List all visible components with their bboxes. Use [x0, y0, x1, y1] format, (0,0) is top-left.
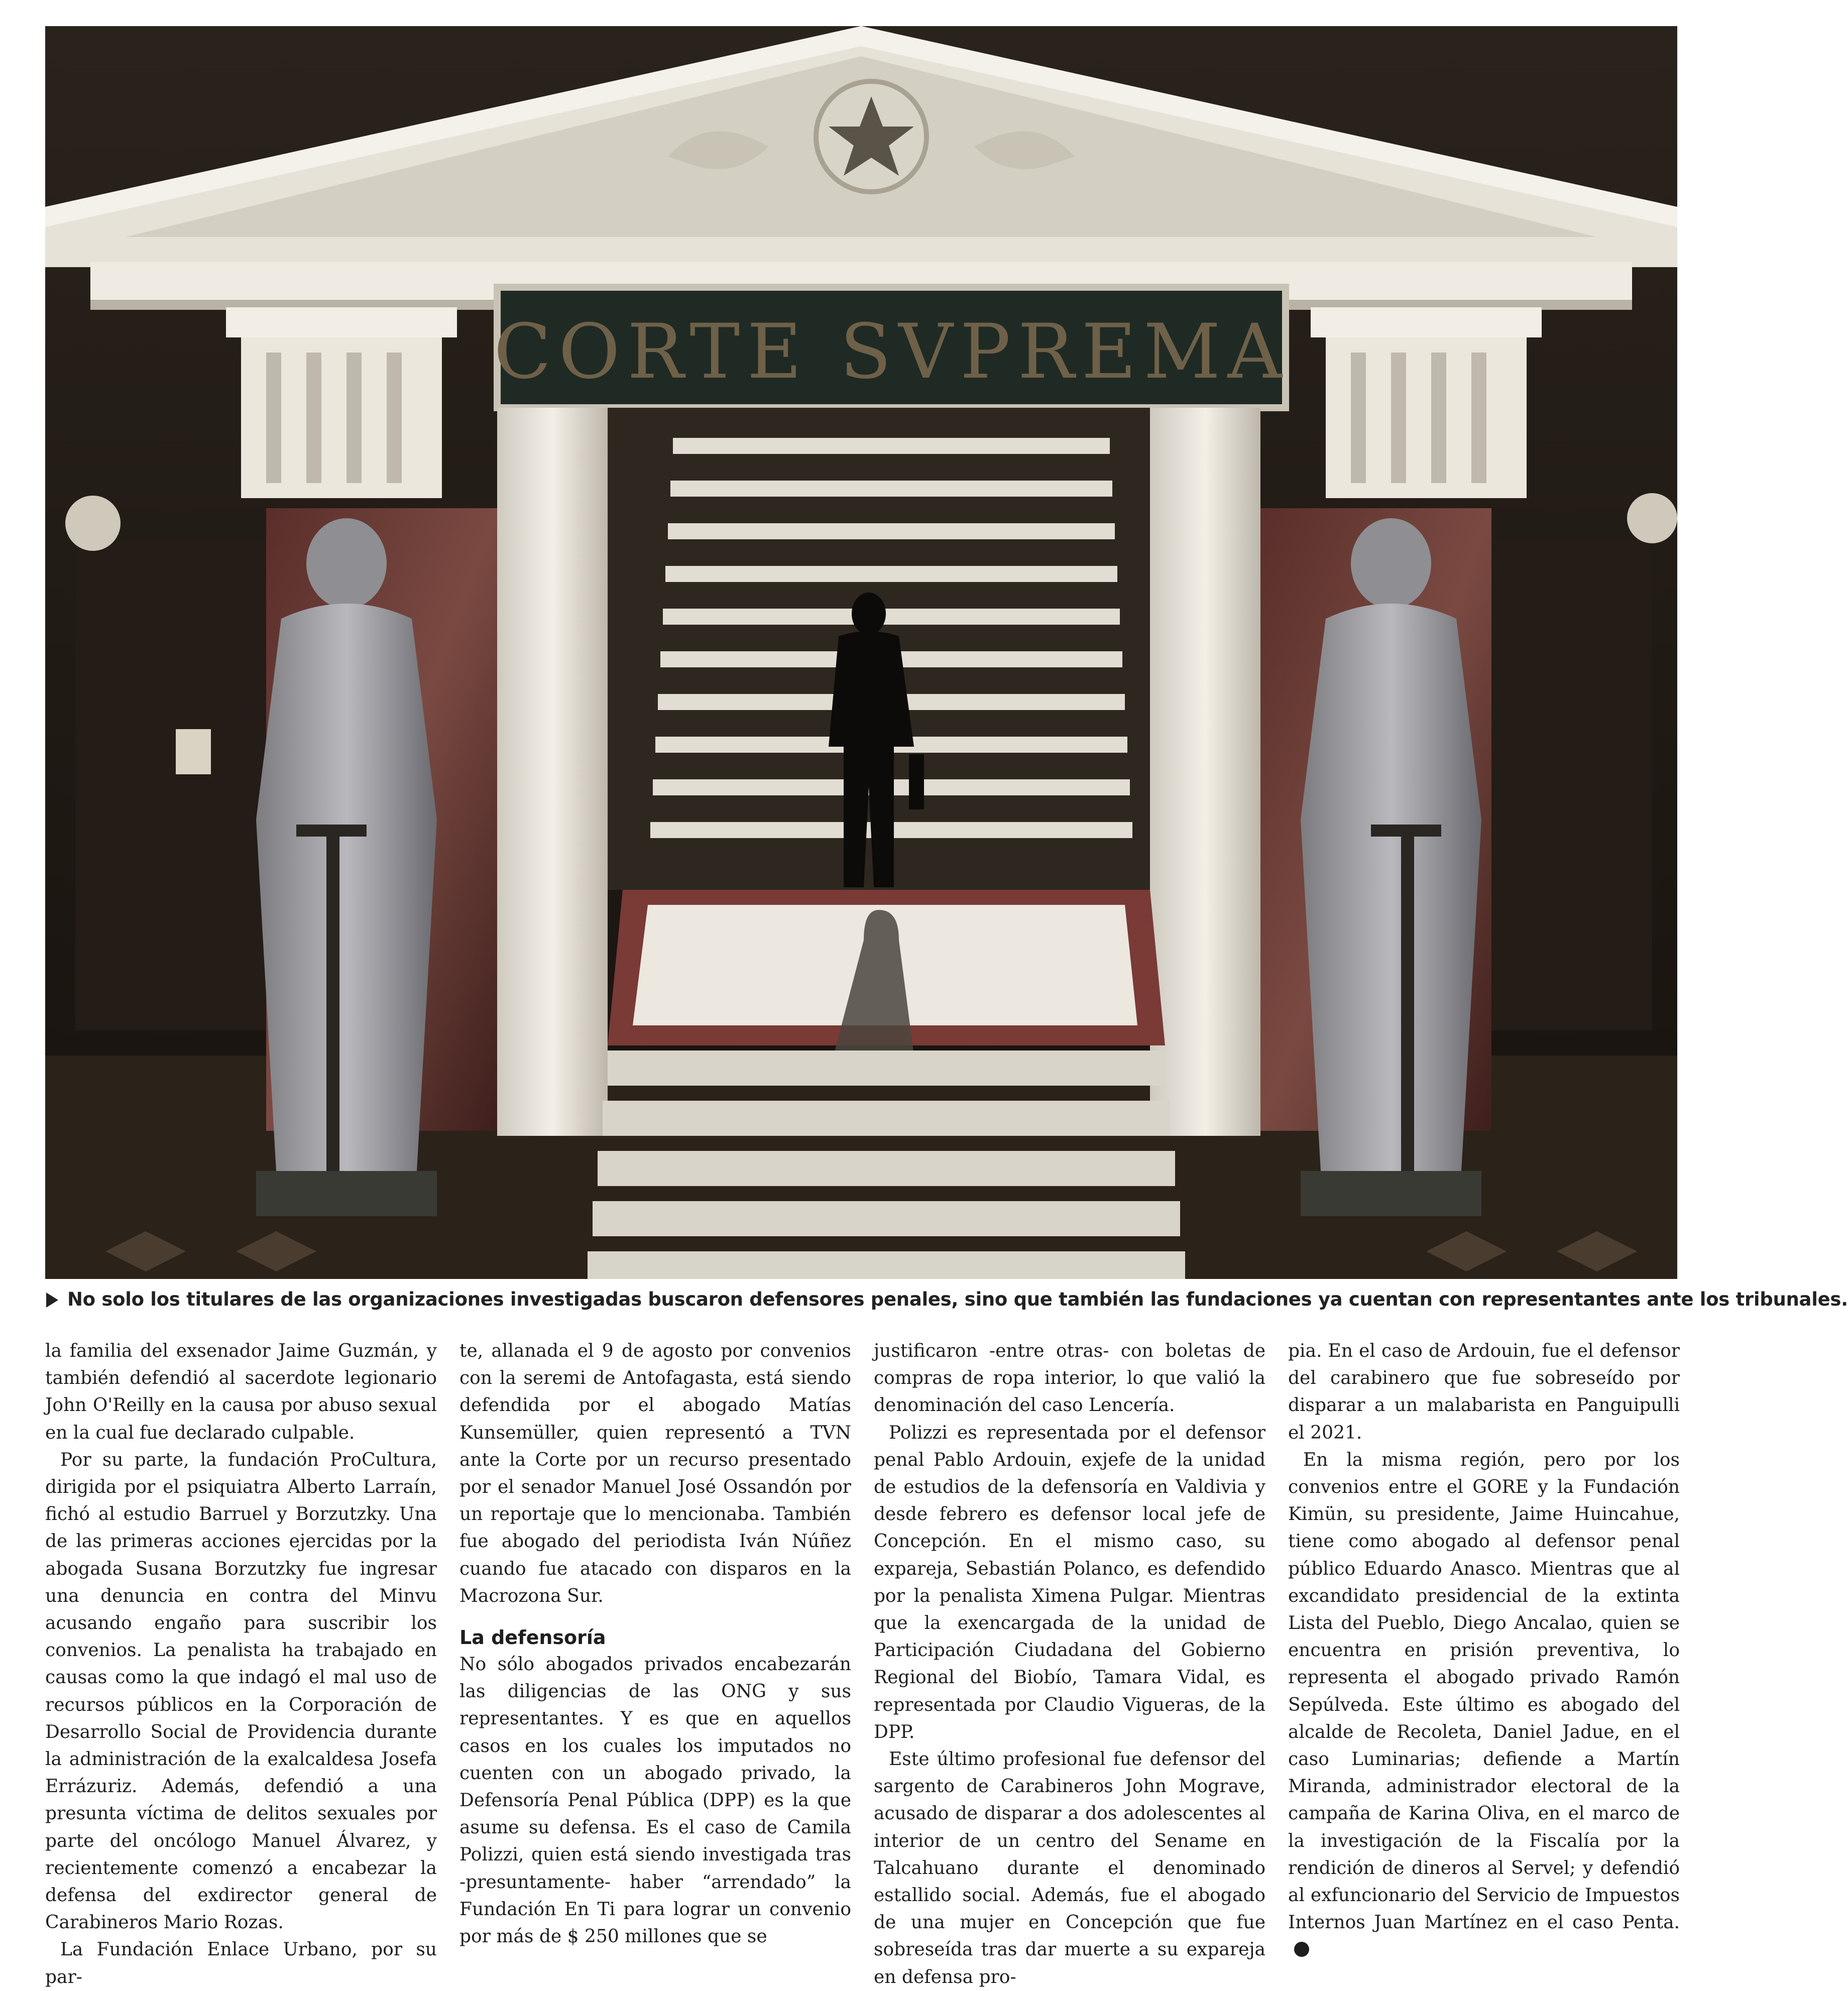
- paragraph: Este último profesional fue defensor del sargento de Carabineros John Mograve, acusado de disparar a dos adolescentes al interior de un centro del Sename en Talcahuano durante el denominado estallido social. Además, fue el abogado de una mujer en Concepción que fue sobreseída tras dar muerte a su expareja en defensa pro-: [874, 1749, 1265, 1987]
- corte-suprema-staircase-illustration: [45, 26, 1677, 1279]
- paragraph: [1288, 1447, 1680, 1964]
- paragraph: No sólo abogados privados encabezarán las diligencias de las ONG y sus representantes. Y es que en aquellos casos en los cuales los imputados no cuenten con un abogado privado, la Defensoría Penal Pública (DPP) es la que asume su defensa. Es el caso de Camila Polizzi, quien está siendo investigada tras -presuntamente- haber “arrendado” la Fundación En Ti para lograr un convenio por más de $ 250 millones que se: [459, 1654, 851, 1947]
- end-of-article-icon: [1294, 1942, 1309, 1957]
- paragraph: justificaron -entre otras- con boletas de compras de ropa interior, lo que valió la denominación del caso Lencería.: [874, 1341, 1265, 1416]
- paragraph: Polizzi es representada por el defensor penal Pablo Ardouin, exjefe de la unidad de estudios de la defensoría en Valdivia y desde febrero es defensor local jefe de Concepción. En el mismo caso, su expareja, Sebastián Polanco, es defendido por la penalista Ximena Pulgar. Mientras que la exencargada de la unidad de Participación Ciudadana del Gobierno Regional del Biobío, Tamara Vidal, es representada por Claudio Vigueras, de la DPP.: [874, 1422, 1265, 1742]
- article-photo: [45, 26, 1677, 1279]
- lamp-left: [65, 496, 121, 551]
- paragraph: pia. En el caso de Ardouin, fue el defensor del carabinero que fue sobreseído por disparar a un malabarista en Panguipulli el 2021.: [1288, 1341, 1680, 1443]
- notice-sign: [176, 729, 211, 774]
- left-caryatid-statue: [256, 518, 437, 1216]
- caption-arrow-icon: [46, 1293, 58, 1308]
- article-column-1: [45, 1338, 437, 1987]
- article-column-4: [1288, 1338, 1680, 1965]
- caption-text: No solo los titulares de las organizaciones investigadas buscaron defensores penales, sino que también las fundaciones ya cuentan con representantes ante los tribunales.: [67, 1289, 1848, 1310]
- inscription-text: CORTE SVPREMA: [494, 308, 1289, 396]
- section-heading: La defensoría: [459, 1626, 606, 1649]
- article-column-2: [459, 1338, 851, 1965]
- lamp-right: [1627, 493, 1677, 543]
- paragraph-text: En la misma región, pero por los convenios entre el GORE y la Fundación Kimün, su presidente, Jaime Huincahue, tiene como abogado al defensor penal público Eduardo Anasco. Mientras que al excandidato presidencial de la extinta Lista del Pueblo, Diego Ancalao, quien se encuentra en prisión preventiva, lo representa el abogado privado Ramón Sepúlveda. Este último es abogado del alcalde de Recoleta, Daniel Jadue, en el caso Luminarias; defiende a Martín Miranda, administrador electoral de la campaña de Karina Oliva, en el marco de la investigación de la Fiscalía por la rendición de dineros al Servel; y defendió al exfuncionario del Servicio de Impuestos Internos Juan Martínez en el caso Penta.: [1288, 1449, 1680, 1933]
- paragraph: te, allanada el 9 de agosto por convenios con la seremi de Antofagasta, está siendo defendida por el abogado Matías Kunsemüller, quien representó a TVN ante la Corte por un recurso presentado por el senador Manuel José Ossandón por un reportaje que lo mencionaba. También fue abogado del periodista Iván Núñez cuando fue atacado con disparos en la Macrozona Sur.: [459, 1341, 851, 1606]
- paragraph: la familia del exsenador Jaime Guzmán, y también defendió al sacerdote legionario John O'Reilly en la causa por abuso sexual en la cual fue declarado culpable.: [45, 1341, 437, 1443]
- photo-caption: [45, 1279, 1848, 1320]
- paragraph: La Fundación Enlace Urbano, por su par-: [45, 1939, 437, 1987]
- paragraph: Por su parte, la fundación ProCultura, dirigida por el psiquiatra Alberto Larraín, fichó al estudio Barruel y Borzutzky. Una de las primeras acciones ejercidas por la abogada Susana Borzutzky fue ingresar una denuncia en contra del Minvu acusando engaño para suscribir los convenios. La penalista ha trabajado en causas como la que indagó el mal uso de recursos públicos en la Corporación de Desarrollo Social de Providencia durante la administración de la exalcaldesa Josefa Errázuriz. Además, defendió a una presunta víctima de delitos sexuales por parte del oncólogo Manuel Álvarez, y recientemente comenzó a encabezar la defensa del exdirector general de Carabineros Mario Rozas.: [45, 1449, 437, 1933]
- article-column-3: [874, 1338, 1265, 1987]
- right-caryatid-statue: [1301, 518, 1481, 1216]
